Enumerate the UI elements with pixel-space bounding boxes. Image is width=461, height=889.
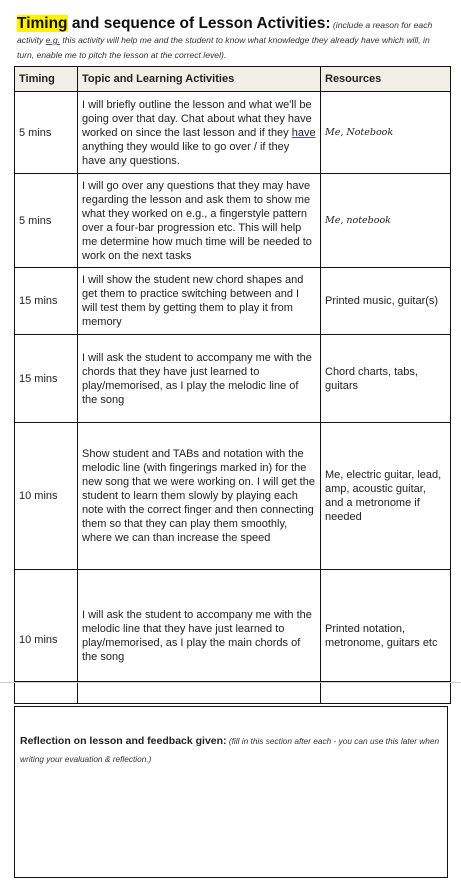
timing-cell[interactable]: 15 mins <box>15 268 78 335</box>
table-row <box>15 92 451 174</box>
table-row-empty <box>15 682 451 704</box>
timing-cell[interactable]: 10 mins <box>15 570 78 682</box>
topic-cell-empty[interactable] <box>78 682 321 704</box>
resources-cell[interactable]: Me, electric guitar, lead, amp, acoustic guitar, and a metronome if needed <box>321 423 451 570</box>
header-resources: Resources <box>321 67 451 92</box>
timing-cell[interactable]: 5 mins <box>15 174 78 268</box>
topic-cell[interactable]: I will ask the student to accompany me with the melodic line that they have just learned to play/memorised, as I play the main chords of the song <box>78 570 321 682</box>
header-timing: Timing <box>15 67 78 92</box>
heading-note-eg: e.g. <box>45 35 60 45</box>
timing-cell[interactable]: 10 mins <box>15 423 78 570</box>
table-row <box>15 174 451 268</box>
resources-cell[interactable]: Me, Notebook <box>321 92 451 174</box>
table-header-row <box>15 67 451 92</box>
heading-note-part: (include a reason for each activity <box>17 20 433 45</box>
reflection-title: Reflection on lesson and feedback given: <box>20 735 227 747</box>
topic-text-underlined: have <box>291 126 316 139</box>
topic-cell[interactable]: Show student and TABs and notation with the melodic line (with fingerings marked in) for the new song that we were working on. I will get the student to learn them slowly by playing each note with the correct finger and then connecting them so that they can play them smoothly, where we can than increase the speed <box>78 423 321 570</box>
timing-cell[interactable]: 15 mins <box>15 335 78 423</box>
page-break-line <box>0 682 461 683</box>
lesson-activities-table <box>14 66 451 704</box>
table-row <box>15 570 451 682</box>
reflection-box[interactable] <box>14 706 448 878</box>
topic-cell[interactable]: I will go over any questions that they may have regarding the lesson and ask them to show me what they worked on e.g., a fingerstyle pattern over a four-bar progression etc. This will help me determine how much time will be needed to work on the next tasks <box>78 174 321 268</box>
table-row <box>15 268 451 335</box>
topic-cell[interactable]: I will ask the student to accompany me with the chords that they have just learned to play/memorised, as I play the melodic line of the song <box>78 335 321 423</box>
topic-cell[interactable] <box>78 92 321 174</box>
lesson-activities-heading <box>17 17 449 62</box>
resources-cell[interactable]: Printed notation, metronome, guitars etc <box>321 570 451 682</box>
topic-text: I will briefly outline the lesson and what we'll be going over that day. Chat about what they have worked on since the last lesson and if they <box>82 98 312 139</box>
heading-title-rest: and sequence of Lesson Activities: <box>67 15 331 32</box>
resources-cell[interactable]: Chord charts, tabs, guitars <box>321 335 451 423</box>
heading-title <box>17 15 331 32</box>
header-topic: Topic and Learning Activities <box>78 67 321 92</box>
table-row <box>15 423 451 570</box>
timing-cell-empty[interactable] <box>15 682 78 704</box>
resources-cell-empty[interactable] <box>321 682 451 704</box>
table-row <box>15 335 451 423</box>
topic-text: anything they would like to go over / if they have any questions. <box>82 140 290 167</box>
reflection-note: (fill in this section after each - you can use this later when writing your evaluation & reflection.) <box>20 736 440 764</box>
topic-cell[interactable]: I will show the student new chord shapes and get them to practice switching between and I will test them by getting them to play it from memory <box>78 268 321 335</box>
timing-cell[interactable]: 5 mins <box>15 92 78 174</box>
highlighted-word: Timing <box>17 15 68 32</box>
resources-cell[interactable]: Me, notebook <box>321 174 451 268</box>
resources-cell[interactable]: Printed music, guitar(s) <box>321 268 451 335</box>
heading-note-part: this activity will help me and the student to know what knowledge they already have which will, in turn, enable me to pitch the lesson at the correct level). <box>17 35 430 60</box>
